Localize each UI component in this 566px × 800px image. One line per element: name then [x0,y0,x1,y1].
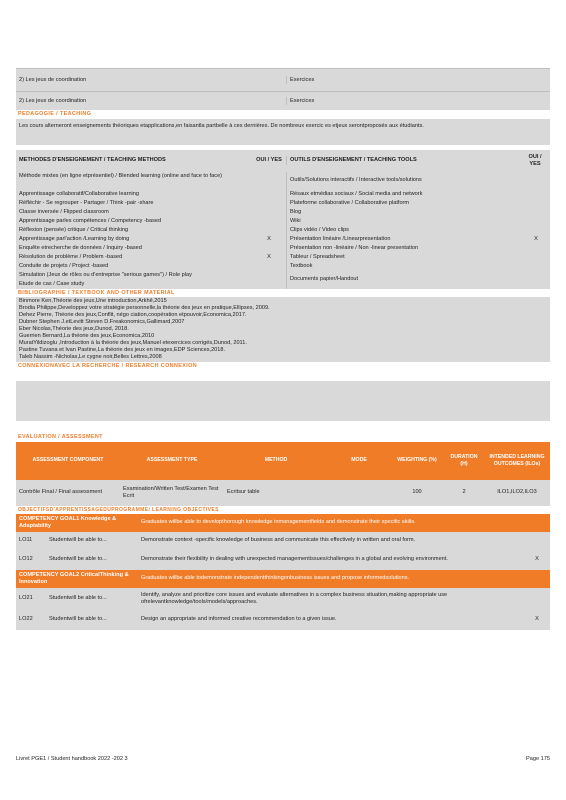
tool-mark [521,262,551,271]
eval-type: Examination/Written Test/Examen Test Ecrit [123,485,219,499]
method-label: Etude de cas / Case study [19,280,85,287]
goal1-items [16,532,550,570]
tool-label: Tableur / Spreadsheet [290,253,345,260]
tool-mark: X [534,235,538,242]
bibliography-item: MuratYildizoglu ,Introduction à la théorie des jeux,Manuel etexercices corrigés,Dunod, 2011. [19,340,247,347]
tool-mark [521,217,551,226]
goal2-row [16,570,550,588]
method-mark [252,280,286,289]
table-row [16,588,550,610]
list-item [16,253,286,262]
lo-code: LO22 [19,616,33,623]
list-item [287,172,551,190]
lo-code: LO21 [19,595,33,602]
tool-label: Documents papier/Handout [290,275,359,282]
connexion-title: CONNEXIONAVEC LA RECHERCHE / RESEARCH CONNEXION [18,363,198,370]
bibliography-item: Pastine Tuvana et Ivan Pastine,La théorie des jeux en images,EDP Sciences,2018. [19,347,226,354]
tool-mark [521,253,551,262]
document-page [16,68,550,630]
eval-header-method: METHOD [264,457,288,464]
method-mark [252,199,286,208]
methods-table [16,150,550,289]
methods-header-right: OUTILS D'ENSEIGNEMENT / TEACHING TOOLS [286,156,520,165]
coord-left: 2) Les jeux de coordination [19,97,87,104]
list-item [287,199,551,208]
eval-ilos: ILO1,ILO2,ILO3 [497,489,537,496]
lo-mark: X [535,556,539,563]
method-label: Classe inversée / Flipped classroom [19,208,109,215]
tool-mark [521,275,551,284]
method-label: Réflexion (pensée) critique / Critical thinking [19,226,129,233]
goal1-desc: Graduates willbe able to developthorough knowledge inmanagementfields and demonstrate their specific skills. [141,519,416,526]
list-item [287,190,551,199]
footer-page-number: Page 175 [526,756,550,762]
tool-label: Outils/Solutions interactifs / Interactive tools/solutions [290,177,422,184]
method-label: Résolution de problème / Problem -based [19,253,123,260]
list-item [16,235,286,244]
method-mark [252,217,286,226]
tool-mark [521,226,551,235]
list-item [287,275,551,284]
list-item [287,235,551,244]
tool-mark [521,244,551,253]
list-item [16,226,286,235]
evaluation-row [16,480,550,506]
method-mark [252,208,286,217]
list-item [287,208,551,217]
method-label: Réfléchir - Se regrouper - Partager / Think -pair -share [19,199,154,206]
list-item [16,172,286,190]
footer-left: Livret PGE1 / Student handbook 2022 -202 3 [16,756,128,762]
lo-who: Studentwill be able to... [49,537,107,544]
goal2-label: COMPETENCY GOAL2 CriticalThinking & Innovation [19,571,129,585]
tool-label: Textbook [290,262,313,269]
table-row [16,550,550,570]
method-mark [252,190,286,199]
tool-label: Blog [290,208,302,215]
eval-weight: 100 [412,489,422,496]
list-item [16,244,286,253]
tool-label: Présentation non -linéaire / Non -linear presentation [290,244,419,251]
lo-mark [524,598,550,600]
list-item [287,244,551,253]
coord-right: Exercices [286,97,550,106]
lo-who: Studentwill be able to... [49,616,107,623]
lo-mark [524,540,550,542]
list-item [16,280,286,289]
table-row [16,69,550,91]
bibliography-item: Dubner Stephen J.etLevitt Steven D.Freakonomics,Gallimard,2007 [19,319,185,326]
list-item [287,262,551,271]
bibliography-item: Dehez Pierre, Théorie des jeux,Conflit, négo ciation,coopération etpouvoir,Economica,2017. [19,312,247,319]
lo-text: Demonstrate their flexibility in dealing with unexpected managementissues/challenges in a global and evolving environment. [141,556,448,563]
table-row [16,91,550,110]
method-mark [252,262,286,271]
eval-method: Ecritsur table [227,489,260,496]
table-row [16,532,550,550]
coord-left: 2) Les jeux de coordination [19,76,87,83]
tool-label: Présentation linéaire /Linearpresentation [290,235,391,242]
method-label: Conduite de projets / Project -based [19,262,109,269]
bibliography-item: Taleb Nassim -Nicholas,Le cygne noir,Belles Lettres,2008 [19,354,162,361]
tool-mark [521,180,551,182]
evaluation-header [16,442,550,480]
list-item [16,262,286,271]
method-mark: X [267,253,271,260]
tool-label: Plateforme collaborative / Collaborative platform [290,199,410,206]
goal2-items [16,588,550,630]
lo-code: LO11 [19,537,33,544]
lo-code: LO12 [19,556,33,563]
eval-header-weight: WEIGHTING (%) [397,457,437,464]
eval-header-type: ASSESSMENT TYPE [146,457,198,464]
method-label: Apprentissage parles compétences / Competency -based [19,217,162,224]
tool-label: Clips vidéo / Video clips [290,226,349,233]
methods-header-left-yes: OUI / YES [256,157,282,164]
eval-header-mode: MODE [351,457,367,464]
eval-component: Contrôle Final / Final assessment [19,489,103,496]
eval-mode [328,492,390,494]
table-row [16,610,550,630]
methods-left-list [16,172,286,289]
methods-header [16,150,550,172]
bibliography-item: Guerrien Bernard,La théorie des jeux,Economica,2010 [19,333,155,340]
list-item [16,217,286,226]
tool-mark [521,190,551,199]
methods-header-left: METHODES D'ENSEIGNEMENT / TEACHING METHODS [19,157,166,164]
lo-text: Design an appropriate and informed creative recommendation to a given issue. [141,616,337,623]
method-label: Simulation (Jeux de rôles ou d'entreprise "serious games") / Role play [19,271,192,278]
lo-who: Studentwill be able to... [49,595,107,602]
objectives-title: OBJECTIFSD'APPRENTISSAGEDUPROGRAMME/ LEARNING OBJECTIVES [18,506,219,513]
method-label: Méthode mixtes (en ligne etprésentiel) / Blended learning (online and face to face) [19,172,223,179]
eval-header-component: ASSESSMENT COMPONENT [32,457,104,464]
coord-right: Exercices [286,76,550,85]
coordination-table [16,68,550,110]
goal2-desc: Graduates willbe able todemonstrate independentthinkingonbusiness issues and propose informedsolutions. [141,575,410,582]
lo-mark: X [535,616,539,623]
pedagogy-text: Les cours alterneront enseignements théoriques etapplications,en faisantla partbelle à ces dernières. De nombreux exercic es etjeux serontproposés aux étudiants. [16,119,550,145]
page-footer [16,756,550,762]
list-item [287,226,551,235]
connexion-box [16,381,550,421]
bibliography-item: Eber Nicolas,Théorie des jeux,Dunod, 2018. [19,326,129,333]
list-item [287,253,551,262]
lo-who: Studentwill be able to... [49,556,107,563]
method-mark [252,244,286,253]
method-mark [252,226,286,235]
method-mark: X [267,235,271,242]
tool-mark [521,208,551,217]
lo-text: Identify, analyze and prioritize core issues and evaluate alternatives in a complex business situation,making appropriate use ofrelevantknowledge/tools/models/approaches. [141,591,448,605]
tool-label: Wiki [290,217,301,224]
methods-right-list [286,172,551,289]
list-item [16,208,286,217]
list-item [16,190,286,199]
eval-duration: 2 [462,489,466,496]
bibliography-list [16,297,550,362]
pedagogy-title: PEDAGOGIE / TEACHING [18,111,92,117]
eval-header-duration: DURATION (H) [450,454,478,467]
method-label: Enquête etrecherche de données / Inquiry -based [19,244,142,251]
methods-body [16,172,550,289]
bibliography-item: Brodia Philippe,Developpez votre stratégie personnelle,la théorie des jeux en pratique,Ellipses, 2009. [19,305,270,312]
bibliography-title: BIBLIOGRAPHIE / TEXTBOOK AND OTHER MATERIAL [18,289,175,296]
list-item [287,217,551,226]
tool-label: Résaux etmédias sociaux / Social media and network [290,190,423,197]
method-label: Apprentissage collaboratif/Collaborative learning [19,190,140,197]
evaluation-title: EVALUATION / ASSESSMENT [18,433,103,440]
eval-header-ilos: INTENDED LEARNING OUTCOMES (ILOs) [489,454,545,467]
methods-header-right-yes: OUI / YES [528,153,542,167]
method-label: Apprentissage parl'action /Learning by doing [19,235,130,242]
bibliography-item: Binmore Ken,Théorie des jeux,Une introduction,Arkhê,2015 [19,298,167,305]
lo-text: Demonstrate context -specific knowledge of business and communicate this effectively in written and oral form. [141,537,416,544]
tool-mark [521,199,551,208]
goal1-label: COMPETENCY GOAL1 Knowledge & Adaptability [19,515,117,529]
list-item [16,271,286,280]
method-mark [252,271,286,280]
goal1-row [16,514,550,532]
list-item [16,199,286,208]
method-mark [252,172,286,190]
